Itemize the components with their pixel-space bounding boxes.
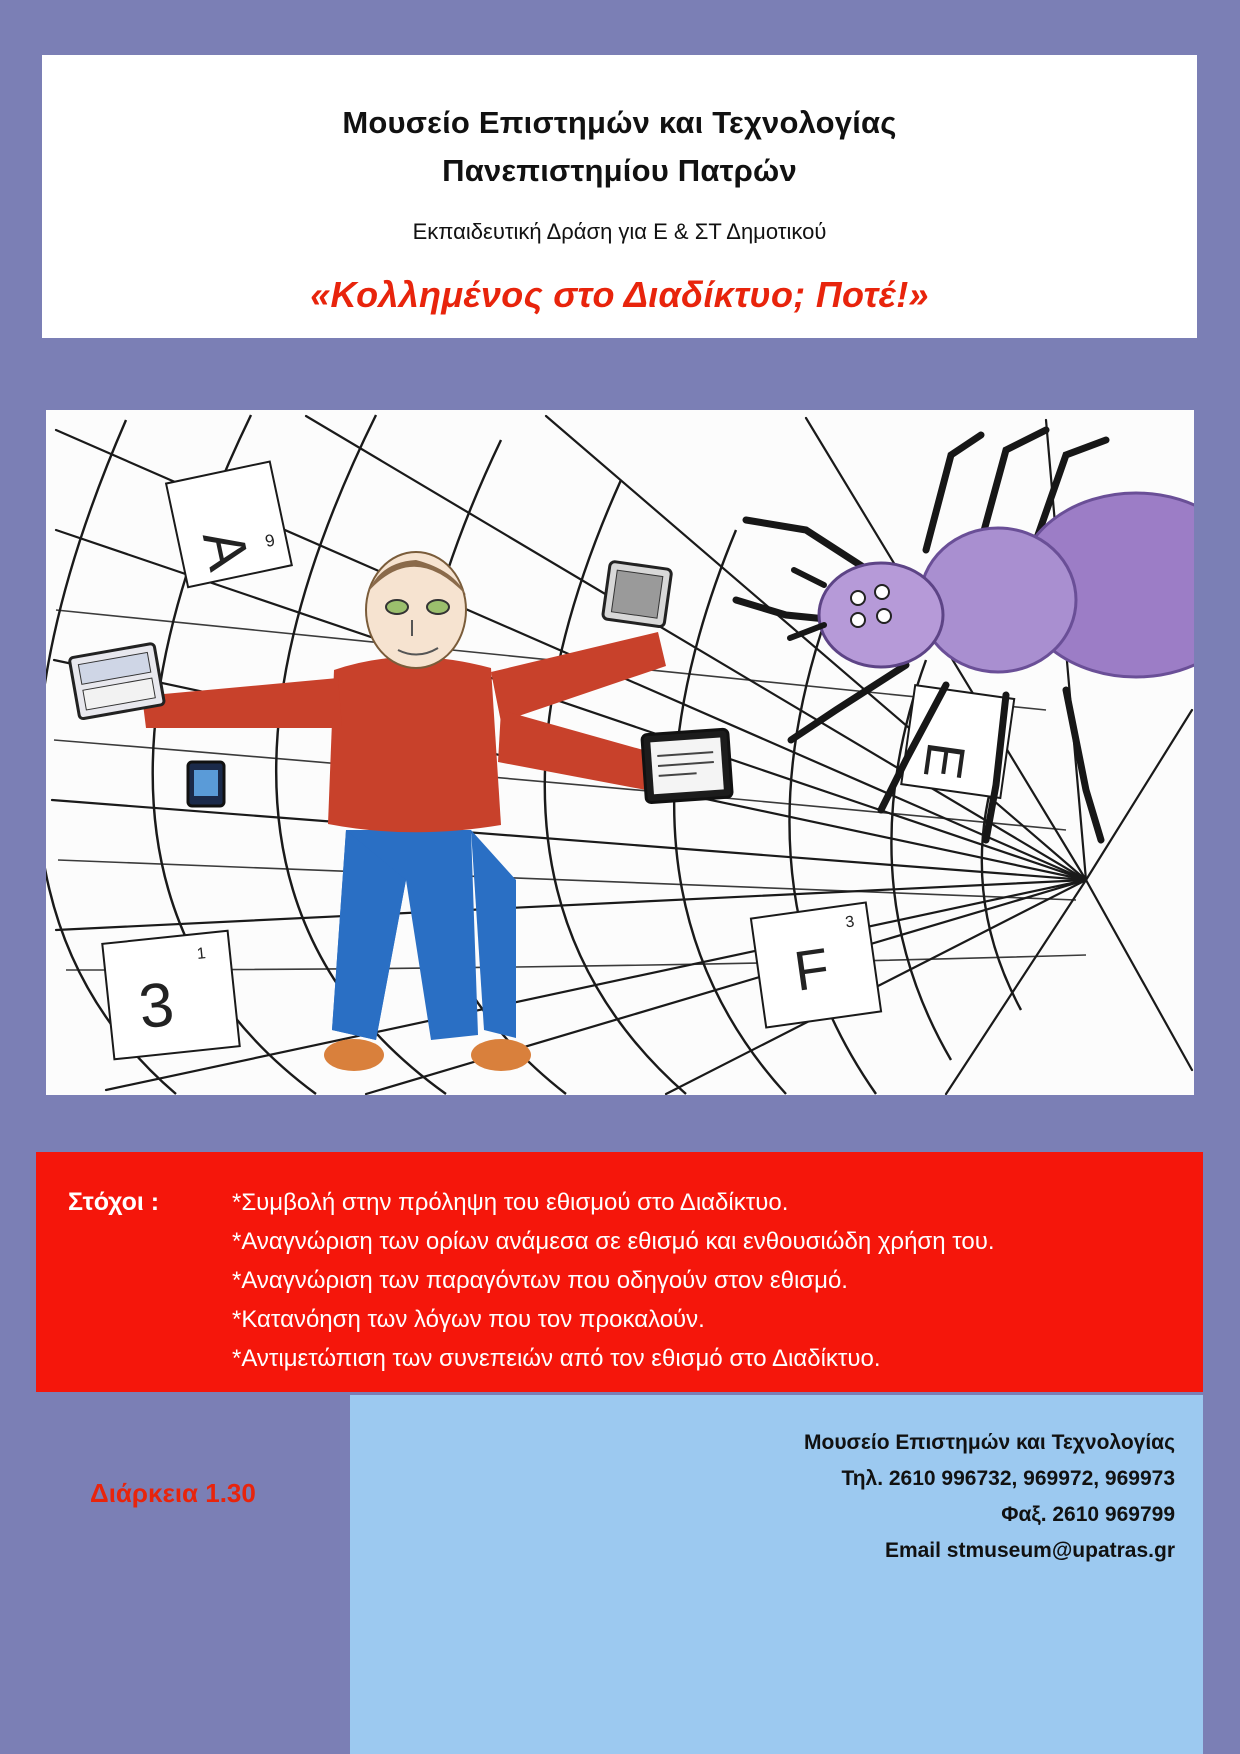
svg-text:A: A [189, 524, 262, 576]
goal-item: *Αναγνώριση των παραγόντων που οδηγούν στον εθισμό. [232, 1266, 848, 1294]
header-subtitle: Εκπαιδευτική Δράση για Ε & ΣΤ Δημοτικού [412, 219, 827, 245]
spiderweb-illustration-svg [46, 410, 1194, 1095]
goals-list [232, 1184, 1185, 1378]
svg-text:F: F [790, 935, 833, 1003]
goal-item: *Συμβολή στην πρόληψη του εθισμού στο Διαδίκτυο. [232, 1189, 789, 1216]
svg-text:E: E [911, 738, 977, 783]
museum-name-line1: Μουσείο Επιστημών και Τεχνολογίας [342, 105, 897, 140]
svg-text:1: 1 [196, 945, 207, 964]
goals-panel [36, 1152, 1203, 1392]
footer-contact-panel [350, 1395, 1203, 1754]
goal-item: *Αναγνώριση των ορίων ανάμεσα σε εθισμό και ενθουσιώδη χρήση του. [232, 1227, 995, 1255]
contact-fax: Φαξ. 2610 969799 [1001, 1503, 1175, 1527]
goal-item: *Αντιμετώπιση των συνεπειών από τον εθισμό στο Διαδίκτυο. [232, 1344, 881, 1372]
svg-text:3: 3 [135, 969, 178, 1043]
goal-item: *Κατανόηση των λόγων που τον προκαλούν. [232, 1305, 705, 1333]
contact-block [804, 1425, 1175, 1569]
contact-phone: Τηλ. 2610 996732, 969972, 969973 [841, 1467, 1175, 1491]
contact-email: Email stmuseum@upatras.gr [884, 1539, 1175, 1563]
duration-label: Διάρκεια 1.30 [90, 1478, 256, 1508]
museum-name-line2: Πανεπιστημίου Πατρών [442, 153, 797, 189]
page-title: «Κολλημένος στο Διαδίκτυο; Ποτέ!» [310, 273, 929, 315]
svg-text:9: 9 [263, 530, 277, 551]
illustration-drawing [46, 410, 1194, 1095]
header-panel [42, 55, 1197, 338]
svg-text:3: 3 [844, 913, 856, 932]
goals-label: Στόχοι : [68, 1188, 160, 1216]
contact-museum-name: Μουσείο Επιστημών και Τεχνολογίας [804, 1431, 1175, 1454]
